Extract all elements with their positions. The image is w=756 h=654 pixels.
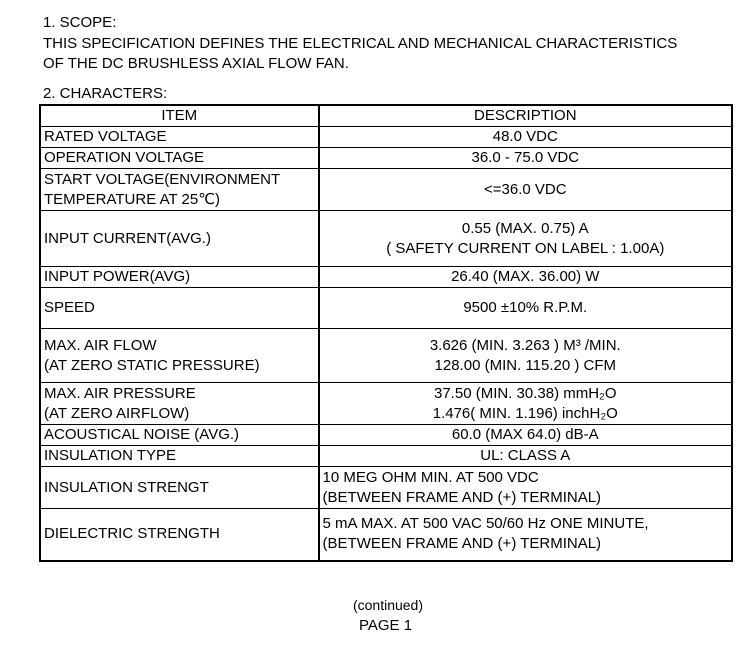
row-description [319, 509, 732, 561]
row-description [319, 329, 732, 383]
row-item-line: INSULATION STRENGT [44, 478, 209, 496]
row-item [40, 425, 319, 446]
row-description [319, 446, 732, 467]
row-item [40, 383, 319, 425]
row-description-line: 48.0 VDC [492, 128, 558, 145]
table-header-row [40, 105, 732, 127]
row-description-line: 10 MEG OHM MIN. AT 500 VDC [322, 468, 539, 486]
row-description-line: (BETWEEN FRAME AND (+) TERMINAL) [322, 488, 602, 506]
row-description-line: (BETWEEN FRAME AND (+) TERMINAL) [322, 535, 602, 553]
row-description [319, 211, 732, 267]
row-description-line: 5 mA MAX. AT 500 VAC 50/60 Hz ONE MINUTE, [322, 515, 649, 533]
row-item [40, 288, 319, 329]
table-row [40, 148, 732, 169]
row-item [40, 446, 319, 467]
row-item [40, 329, 319, 383]
row-description-line: 60.0 (MAX 64.0) dB-A [451, 426, 599, 443]
row-item [40, 211, 319, 267]
table-row [40, 383, 732, 425]
scope-text-line-2: OF THE DC BRUSHLESS AXIAL FLOW FAN. [43, 55, 349, 72]
row-description [319, 383, 732, 425]
row-description-line: 36.0 - 75.0 VDC [471, 149, 580, 166]
row-item [40, 467, 319, 509]
row-item-line: SPEED [44, 299, 95, 316]
table-row [40, 288, 732, 329]
row-description [319, 127, 732, 148]
row-item-line: OPERATION VOLTAGE [44, 149, 205, 166]
row-description-line: 0.55 (MAX. 0.75) A [461, 219, 589, 237]
table-row [40, 211, 732, 267]
row-item [40, 509, 319, 561]
table-row [40, 329, 732, 383]
table-row [40, 425, 732, 446]
row-item-line: DIELECTRIC STRENGTH [44, 525, 220, 543]
table-row [40, 267, 732, 288]
table-row [40, 169, 732, 211]
characteristics-table [39, 104, 733, 562]
continued-note: (continued) [352, 597, 424, 613]
scope-heading: 1. SCOPE: [43, 14, 117, 31]
row-description [319, 169, 732, 211]
row-item-line: (AT ZERO AIRFLOW) [44, 404, 190, 422]
table-row [40, 127, 732, 148]
row-item-line: ACOUSTICAL NOISE (AVG.) [44, 426, 240, 443]
row-item-line: INPUT POWER(AVG) [44, 268, 191, 285]
row-description-line: 26.40 (MAX. 36.00) W [451, 268, 600, 285]
row-item-line: INSULATION TYPE [44, 447, 176, 464]
row-description [319, 267, 732, 288]
row-description [319, 425, 732, 446]
header-description: DESCRIPTION [319, 105, 732, 127]
row-item-line: START VOLTAGE(ENVIRONMENT [44, 170, 281, 188]
page-number: PAGE 1 [358, 617, 413, 634]
row-description-line: UL: CLASS A [480, 447, 571, 464]
table-row [40, 467, 732, 509]
row-description-line: 9500 ±10% R.P.M. [463, 299, 588, 316]
row-description-line: ( SAFETY CURRENT ON LABEL : 1.00A) [386, 239, 665, 257]
row-item [40, 127, 319, 148]
row-description [319, 288, 732, 329]
row-item-line: (AT ZERO STATIC PRESSURE) [44, 356, 260, 374]
row-item-line: MAX. AIR FLOW [44, 336, 157, 354]
table-row [40, 446, 732, 467]
row-item-line: TEMPERATURE AT 25℃) [44, 190, 221, 208]
scope-text-line-1: THIS SPECIFICATION DEFINES THE ELECTRICAL AND MECHANICAL CHARACTERISTICS [43, 35, 678, 52]
row-item-line: RATED VOLTAGE [44, 128, 167, 145]
characters-heading: 2. CHARACTERS: [43, 85, 168, 102]
row-item [40, 267, 319, 288]
table-row [40, 509, 732, 561]
row-description-line: 3.626 (MIN. 3.263 ) M³ /MIN. [429, 336, 621, 354]
row-item [40, 169, 319, 211]
row-item-line: INPUT CURRENT(AVG.) [44, 229, 211, 247]
row-item [40, 148, 319, 169]
row-description-line: <=36.0 VDC [483, 180, 567, 198]
row-description [319, 467, 732, 509]
row-description-line: 1.476( MIN. 1.196) inchH₂O [432, 404, 618, 422]
header-item: ITEM [40, 105, 319, 127]
row-description-line: 37.50 (MIN. 30.38) mmH₂O [434, 384, 617, 402]
row-description [319, 148, 732, 169]
row-item-line: MAX. AIR PRESSURE [44, 384, 196, 402]
row-description-line: 128.00 (MIN. 115.20 ) CFM [434, 356, 616, 374]
